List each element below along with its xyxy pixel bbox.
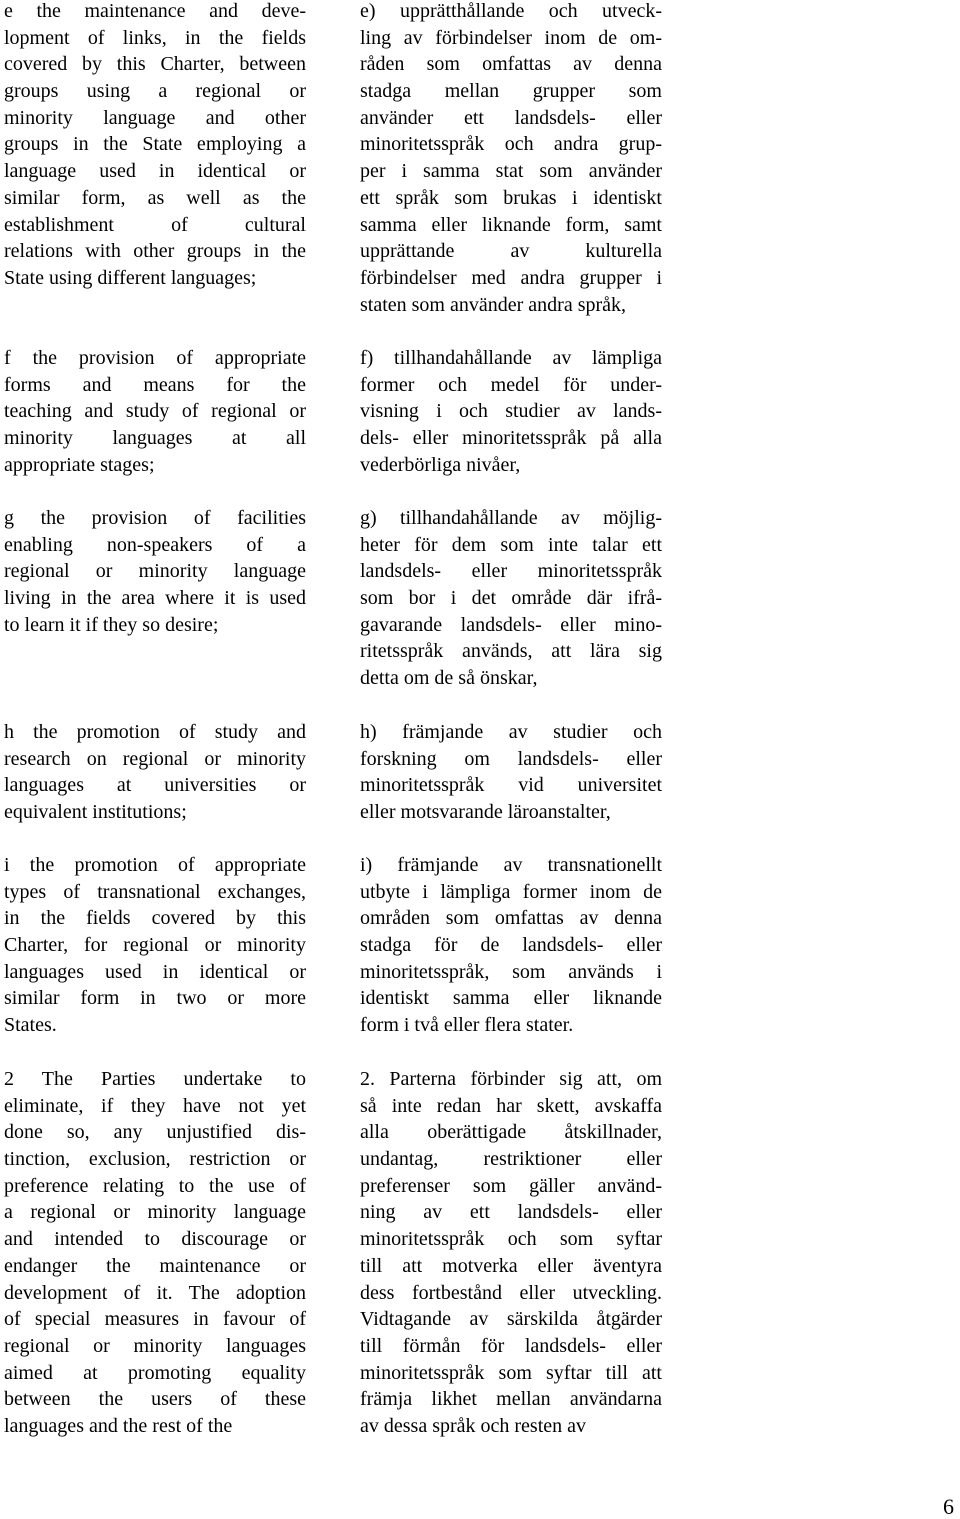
swedish-paragraph-line: dess fortbestånd eller utveckling. (360, 1281, 662, 1304)
swedish-paragraph-line: landsdels- eller minoritetsspråk (360, 560, 662, 583)
english-paragraph-line: minority language and other (4, 106, 306, 129)
swedish-paragraph-line: minoritetsspråk, som används i (360, 960, 662, 983)
swedish-paragraph-line: minoritetsspråk vid universitet (360, 774, 662, 797)
swedish-paragraph-line: så inte redan har skett, avskaffa (360, 1094, 662, 1117)
swedish-paragraph-line: per i samma stat som använder (360, 160, 662, 183)
swedish-paragraph-line: h) främjande av studier och (360, 721, 662, 743)
swedish-paragraph-line: minoritetsspråk som syftar till att (360, 1361, 662, 1384)
swedish-paragraph-line: ett språk som brukas i identiskt (360, 186, 662, 209)
swedish-paragraph-line: alla oberättigade åtskillnader, (360, 1121, 662, 1144)
english-paragraph-line: forms and means for the (4, 373, 306, 396)
english-paragraph-line: preference relating to the use of (4, 1174, 306, 1197)
swedish-paragraph-line: forskning om landsdels- eller (360, 747, 662, 770)
swedish-paragraph-e (360, 0, 662, 318)
english-paragraph-line: done so, any unjustified dis- (4, 1121, 306, 1144)
swedish-paragraph-line: visning i och studier av lands- (360, 400, 662, 423)
english-paragraph-line: similar form in two or more (4, 987, 306, 1010)
english-paragraph-line: types of transnational exchanges, (4, 880, 306, 903)
english-paragraph-line: to learn it if they so desire; (4, 613, 219, 636)
swedish-paragraph-line: råden som omfattas av denna (360, 53, 662, 76)
swedish-paragraph-line: heter för dem som inte talar ett (360, 533, 662, 556)
swedish-paragraph-line: ning av ett landsdels- eller (360, 1201, 662, 1224)
english-paragraph-line: eliminate, if they have not yet (4, 1094, 306, 1117)
swedish-paragraph-line: identiskt samma eller liknande (360, 987, 662, 1010)
swedish-paragraph-line: minoritetsspråk och som syftar (360, 1228, 662, 1251)
english-paragraph-line: e the maintenance and deve- (4, 0, 306, 22)
swedish-paragraph-line: preferenser som gäller använd- (360, 1174, 662, 1197)
swedish-paragraph-line: e) upprätthållande och utveck- (360, 0, 662, 22)
swedish-paragraph-line: minoritetsspråk och andra grup- (360, 133, 662, 156)
english-paragraph-line: between the users of these (4, 1388, 306, 1411)
swedish-paragraph-line: främja likhet mellan användarna (360, 1388, 662, 1411)
english-paragraph-line: establishment of cultural (4, 213, 306, 236)
swedish-paragraph-line: stadga mellan grupper som (360, 80, 662, 103)
swedish-paragraph-line: eller motsvarande läroanstalter, (360, 801, 611, 824)
english-paragraph-g (4, 505, 306, 638)
english-paragraph-line: g the provision of facilities (4, 507, 306, 529)
english-paragraph-line: f the provision of appropriate (4, 347, 306, 369)
swedish-paragraph-line: former och medel för under- (360, 373, 662, 396)
swedish-paragraph-line: form i två eller flera stater. (360, 1014, 574, 1037)
english-paragraph-line: groups in the State employing a (4, 133, 306, 156)
english-paragraph-line: tinction, exclusion, restriction or (4, 1148, 306, 1171)
swedish-paragraph-line: undantag, restriktioner eller (360, 1148, 662, 1171)
swedish-paragraph-line: gavarande landsdels- eller mino- (360, 613, 662, 636)
swedish-paragraph-line: använder ett landsdels- eller (360, 106, 662, 129)
english-paragraph-i (4, 852, 306, 1039)
swedish-paragraph-line: i) främjande av transnationellt (360, 854, 662, 876)
swedish-paragraph-line: ling av förbindelser inom de om- (360, 26, 662, 49)
swedish-paragraph-line: staten som använder andra språk, (360, 293, 627, 316)
english-paragraph-line: appropriate stages; (4, 453, 155, 476)
english-paragraph-line: State using different languages; (4, 266, 257, 289)
english-paragraph-f (4, 345, 306, 478)
swedish-paragraph-line: vederbörliga nivåer, (360, 453, 521, 476)
english-paragraph-line: enabling non-speakers of a (4, 533, 306, 556)
swedish-paragraph-g (360, 505, 662, 692)
english-paragraph-line: regional or minority language (4, 560, 306, 583)
english-paragraph-line: languages and the rest of the (4, 1414, 233, 1437)
english-paragraph-line: of special measures in favour of (4, 1308, 306, 1331)
english-paragraph-line: covered by this Charter, between (4, 53, 306, 76)
english-paragraph-line: living in the area where it is used (4, 587, 306, 610)
english-paragraph-h (4, 719, 306, 826)
english-paragraph-line: Charter, for regional or minority (4, 934, 306, 957)
swedish-paragraph-line: till förmån för landsdels- eller (360, 1334, 662, 1357)
swedish-paragraph-h (360, 719, 662, 826)
english-paragraph-line: equivalent institutions; (4, 801, 187, 824)
english-paragraph-line: aimed at promoting equality (4, 1361, 306, 1384)
swedish-paragraph-line: som bor i det område där ifrå- (360, 587, 662, 610)
swedish-paragraph-line: utbyte i lämpliga former inom de (360, 880, 662, 903)
english-paragraph-line: similar form, as well as the (4, 186, 306, 209)
swedish-paragraph-line: dels- eller minoritetsspråk på alla (360, 427, 662, 450)
swedish-paragraph-f (360, 345, 662, 478)
english-paragraph-line: relations with other groups in the (4, 240, 306, 263)
swedish-paragraph-line: förbindelser med andra grupper i (360, 266, 662, 289)
swedish-paragraph-line: Vidtagande av särskilda åtgärder (360, 1308, 662, 1331)
english-paragraph-line: languages at universities or (4, 774, 306, 797)
swedish-paragraph-line: samma eller liknande form, samt (360, 213, 662, 236)
english-paragraph-line: groups using a regional or (4, 80, 306, 103)
swedish-paragraph-line: områden som omfattas av denna (360, 907, 662, 930)
english-paragraph-line: in the fields covered by this (4, 907, 306, 930)
english-paragraph-line: teaching and study of regional or (4, 400, 306, 423)
english-paragraph-line: lopment of links, in the fields (4, 26, 306, 49)
english-paragraph-line: endanger the maintenance or (4, 1254, 306, 1277)
swedish-paragraph-line: g) tillhandahållande av möjlig- (360, 507, 662, 529)
english-paragraph-line: research on regional or minority (4, 747, 306, 770)
swedish-paragraph-line: ritetsspråk används, att lära sig (360, 640, 662, 663)
swedish-paragraph-line: 2. Parterna förbinder sig att, om (360, 1068, 662, 1090)
english-paragraph-e (4, 0, 306, 292)
swedish-paragraph-line: detta om de så önskar, (360, 667, 538, 690)
english-paragraph-line: languages used in identical or (4, 960, 306, 983)
swedish-paragraph-i (360, 852, 662, 1039)
english-paragraph-line: i the promotion of appropriate (4, 854, 306, 876)
english-paragraph-line: a regional or minority language (4, 1201, 306, 1224)
swedish-paragraph-line: till att motverka eller äventyra (360, 1254, 662, 1277)
swedish-paragraph-line: upprättande av kulturella (360, 240, 662, 263)
english-paragraph-line: 2 The Parties undertake to (4, 1068, 306, 1090)
page-number: 6 (943, 1494, 954, 1519)
swedish-paragraph-2 (360, 1066, 662, 1440)
english-paragraph-line: development of it. The adoption (4, 1281, 306, 1304)
english-paragraph-2 (4, 1066, 306, 1440)
swedish-paragraph-line: f) tillhandahållande av lämpliga (360, 347, 662, 369)
english-paragraph-line: regional or minority languages (4, 1334, 306, 1357)
english-paragraph-line: and intended to discourage or (4, 1228, 306, 1251)
english-paragraph-line: h the promotion of study and (4, 721, 306, 743)
english-paragraph-line: language used in identical or (4, 160, 306, 183)
swedish-paragraph-line: av dessa språk och resten av (360, 1414, 587, 1437)
swedish-paragraph-line: stadga för de landsdels- eller (360, 934, 662, 957)
english-paragraph-line: States. (4, 1014, 57, 1037)
english-paragraph-line: minority languages at all (4, 427, 306, 450)
